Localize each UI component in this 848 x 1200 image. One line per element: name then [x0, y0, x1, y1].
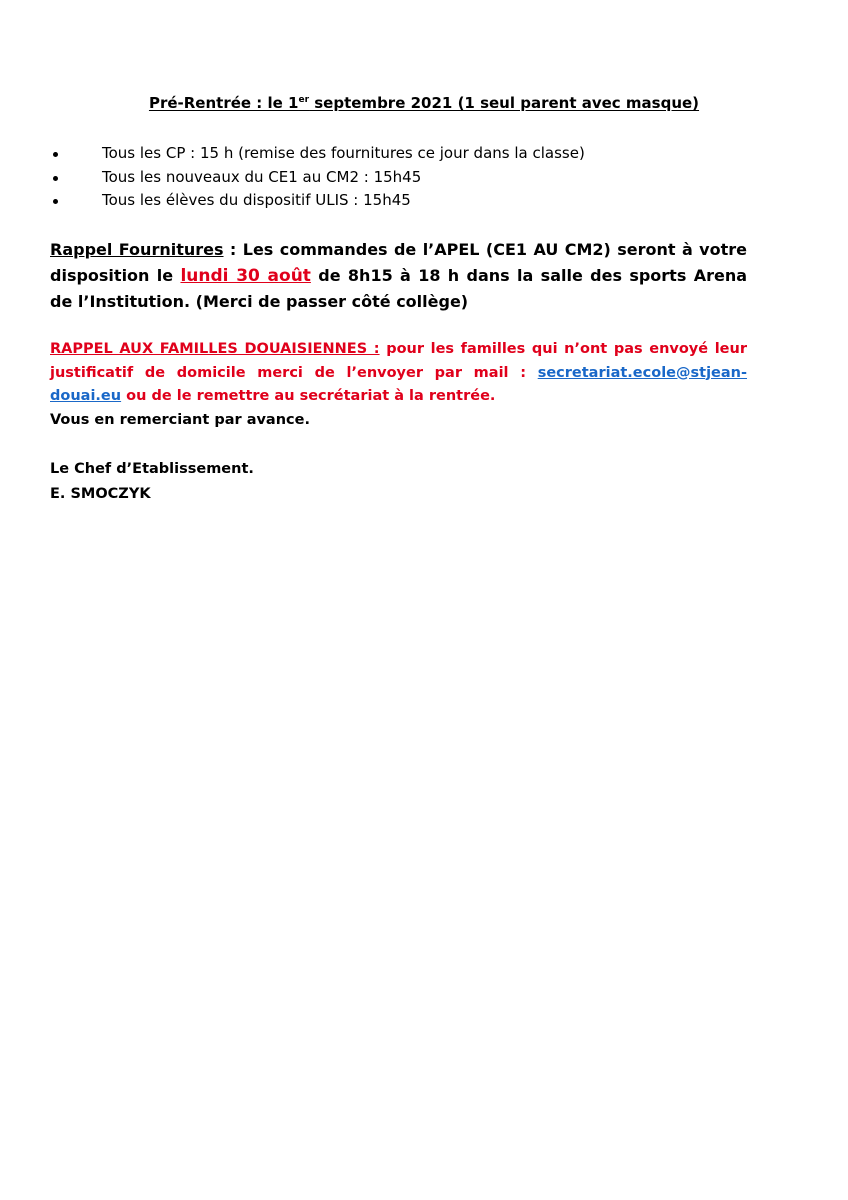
- signature-name: E. SMOCZYK: [50, 485, 151, 502]
- rappel-familles-text: pour les familles qui n’ont pas envoyé leur justificatif de domicile merci de l’envoyer par mail :: [50, 341, 747, 381]
- schedule-list: [50, 142, 750, 213]
- rappel-fournitures-text: : Les commandes de l’APEL (CE1 AU CM2) seront à votre disposition le: [50, 240, 747, 285]
- rappel-fournitures-details: de 8h15 à 18 h dans la salle des sports Arena de l’Institution. (Merci de passer côté collège): [50, 266, 748, 311]
- closing-line: Vous en remerciant par avance.: [50, 411, 310, 428]
- bullet-icon: [53, 176, 58, 181]
- list-item: [50, 166, 750, 190]
- signature-block: [50, 457, 254, 506]
- bullet-icon: [53, 199, 58, 204]
- list-item-text: Tous les CP : 15 h (remise des fournitures ce jour dans la classe): [102, 144, 585, 162]
- bullet-icon: [53, 152, 58, 157]
- rappel-familles-after-email: ou de le remettre au secrétariat à la rentrée.: [121, 388, 496, 404]
- rappel-familles-heading: RAPPEL AUX FAMILLES DOUAISIENNES :: [50, 341, 380, 357]
- list-item: [50, 142, 750, 166]
- list-item-text: Tous les élèves du dispositif ULIS : 15h45: [102, 191, 411, 209]
- title-superscript: er: [298, 95, 310, 105]
- title-prefix: Pré-Rentrée : le 1: [148, 94, 299, 112]
- rappel-fournitures-paragraph: [50, 237, 747, 315]
- signature-role: Le Chef d’Etablissement.: [50, 461, 254, 477]
- list-item-text: Tous les nouveaux du CE1 au CM2 : 15h45: [102, 167, 422, 186]
- email-link[interactable]: secretariat.ecole@stjean-douai.eu: [50, 364, 747, 404]
- title-suffix: septembre 2021 (1 seul parent avec masque): [309, 94, 700, 112]
- rappel-fournitures-heading: Rappel Fournitures: [50, 240, 224, 259]
- page-title: [0, 94, 848, 112]
- list-item: [50, 189, 750, 213]
- pickup-date: lundi 30 août: [180, 266, 311, 286]
- rappel-familles-paragraph: [50, 338, 747, 432]
